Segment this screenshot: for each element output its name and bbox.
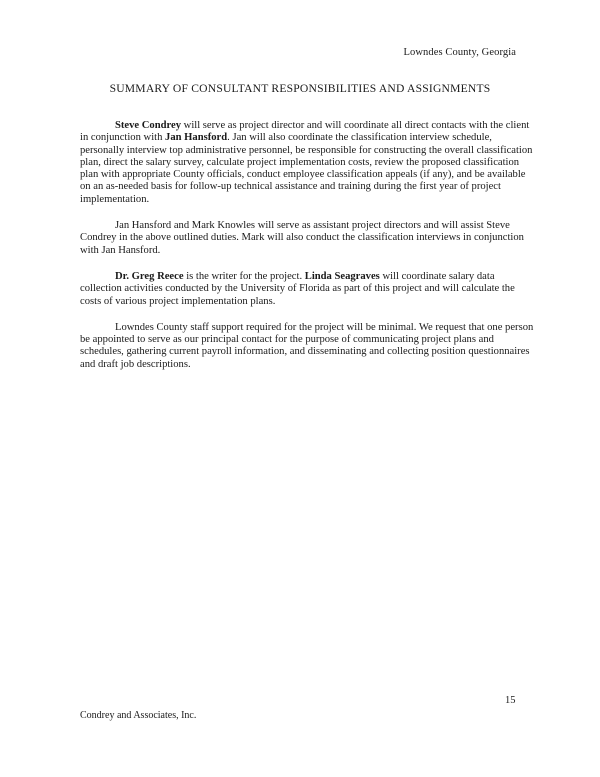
page-number: 15 xyxy=(505,695,516,706)
document-body xyxy=(80,120,534,385)
paragraph-text: . Jan will also coordinate the classification interview schedule, personally interview top administrative personnel, be responsible for constructing the overall classification plan, direct the salary survey, calculate project implementation costs, review the proposed classification plan with appropriate County officials, conduct employee classification appeals (if any), and be available on an as-needed basis for follow-up technical assistance and training during the first year of project implementation. xyxy=(80,132,533,205)
paragraph-staff-support: Lowndes County staff support required for the project will be minimal. We request that one person be appointed to serve as our principal contact for the purpose of communicating project plans and schedules, gathering current payroll information, and disseminating and collecting position questionnaires and draft job descriptions. xyxy=(80,321,534,370)
bold-name-steve-condrey: Steve Condrey xyxy=(115,120,182,131)
bold-name-greg-reece: Dr. Greg Reece xyxy=(115,270,184,282)
page-title: SUMMARY OF CONSULTANT RESPONSIBILITIES AND ASSIGNMENTS xyxy=(109,82,491,95)
page-header-location: Lowndes County, Georgia xyxy=(403,47,516,58)
paragraph-assistant-directors: Jan Hansford and Mark Knowles will serve as assistant project directors and will assist Steve Condrey in the above outlined duties. Mark will also conduct the classification interviews in conjunction with Jan Hansford. xyxy=(80,220,524,256)
bold-name-jan-hansford: Jan Hansford xyxy=(165,132,228,144)
paragraph-text: will coordinate salary data collection activities conducted by the University of Florida as part of this project and will calculate the costs of various project implementation plans. xyxy=(80,270,515,307)
paragraph-text: is the writer for the project. xyxy=(183,270,305,282)
bold-name-linda-seagraves: Linda Seagraves xyxy=(304,270,380,282)
paragraph-text: will serve as project director and will coordinate all direct contacts with the client in conjunction with xyxy=(80,120,530,144)
footer-company: Condrey and Associates, Inc. xyxy=(80,710,197,721)
paragraph-writer-and-salary-data xyxy=(80,271,534,308)
paragraph-project-director xyxy=(80,120,534,206)
